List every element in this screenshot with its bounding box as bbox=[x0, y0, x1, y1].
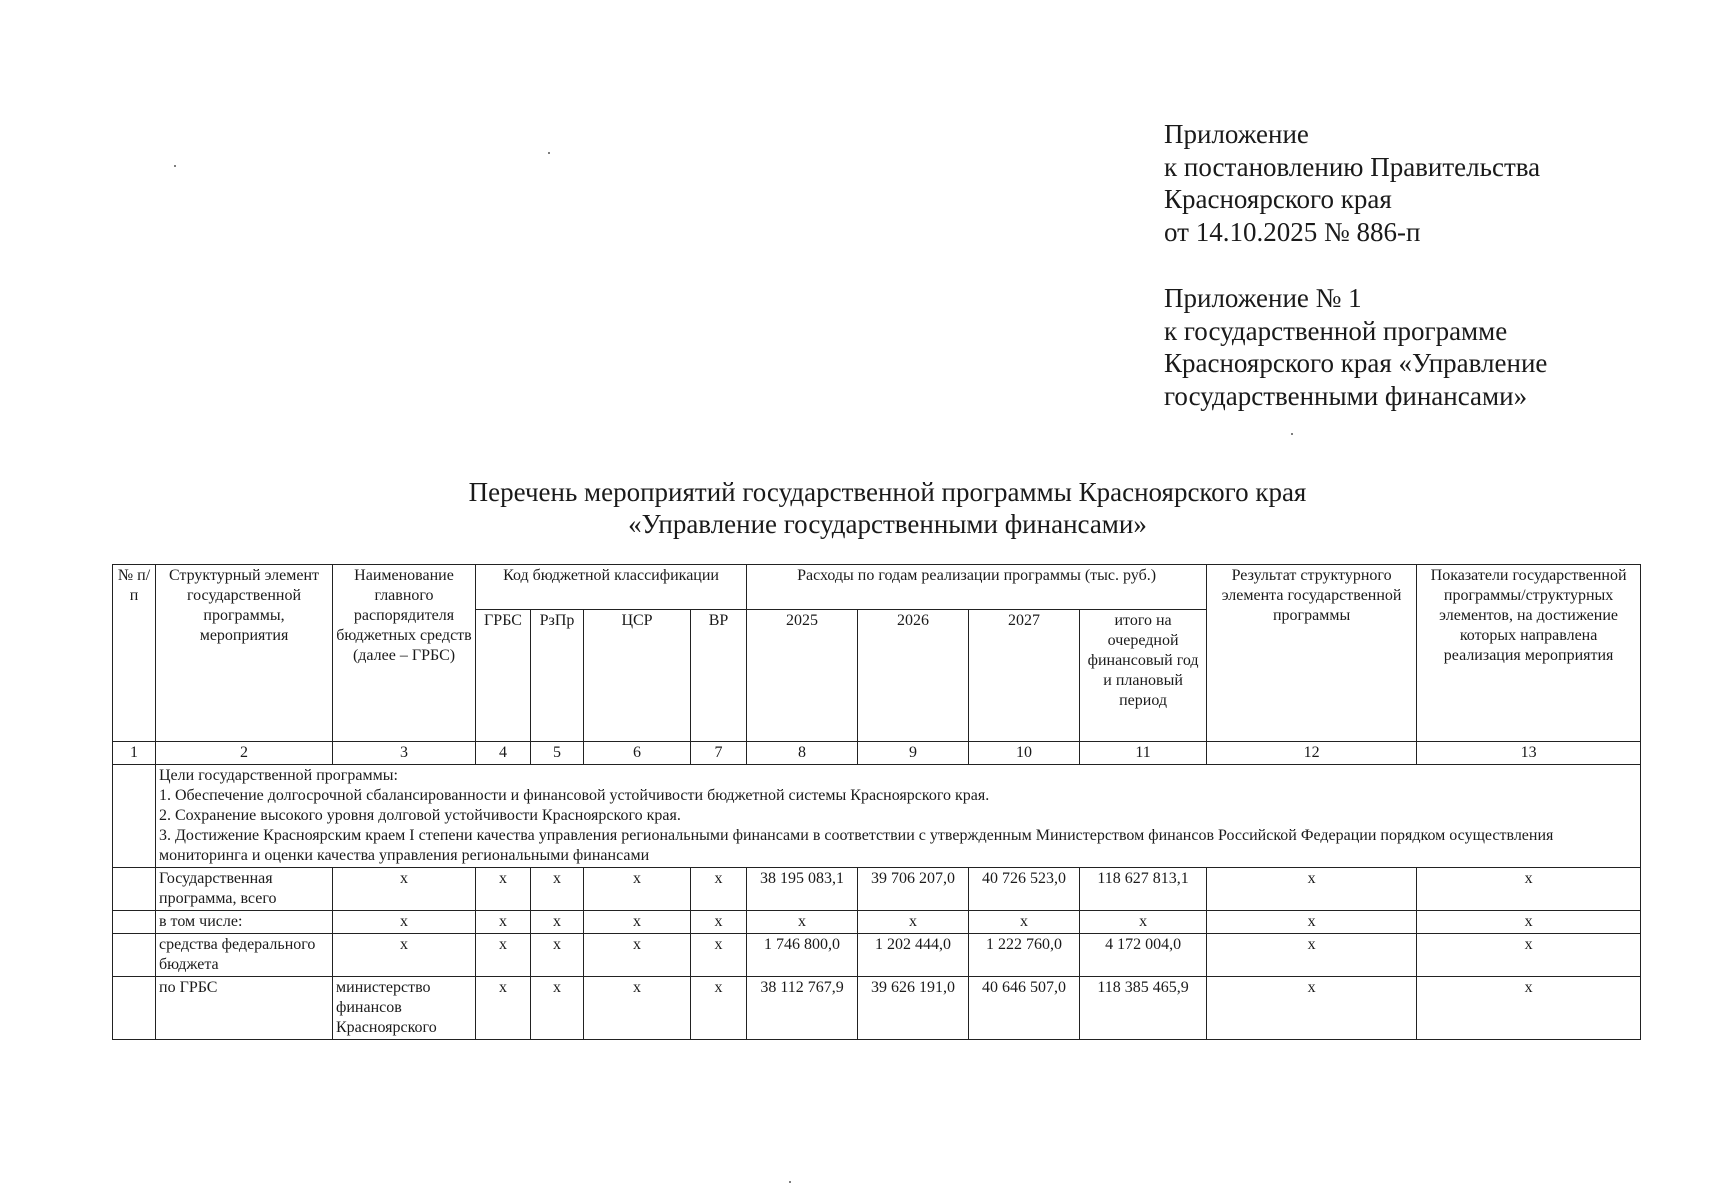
header-indicators: Показатели государственной программы/структурных элементов, на достижение которых направлена реализация мероприятия bbox=[1417, 565, 1641, 742]
cell-grbs: x bbox=[476, 934, 531, 977]
table-row bbox=[113, 977, 1641, 1040]
cell-result: x bbox=[1207, 934, 1417, 977]
appendix-line: государственными финансами» bbox=[1164, 380, 1528, 411]
cell-no bbox=[113, 911, 156, 934]
goal-item: 1. Обеспечение долгосрочной сбалансированности и финансовой устойчивости бюджетной системы Красноярского края. bbox=[159, 787, 990, 804]
cell-element: в том числе: bbox=[156, 911, 333, 934]
cell-indicators: x bbox=[1417, 868, 1641, 911]
cell-2026: 39 626 191,0 bbox=[858, 977, 969, 1040]
cell-2025: 1 746 800,0 bbox=[747, 934, 858, 977]
header-structural-element: Структурный элемент государственной программы, мероприятия bbox=[156, 565, 333, 742]
cell-vr: x bbox=[691, 868, 747, 911]
goals-row bbox=[113, 765, 1641, 868]
column-number: 4 bbox=[476, 742, 531, 765]
cell-no bbox=[113, 868, 156, 911]
appendix-program-header bbox=[1164, 282, 1547, 412]
cell-grbs: x bbox=[476, 911, 531, 934]
table-row bbox=[113, 911, 1641, 934]
cell-2025: 38 195 083,1 bbox=[747, 868, 858, 911]
title-line-1: Перечень мероприятий государственной программы Красноярского края bbox=[468, 477, 1307, 507]
cell-rzpr: x bbox=[531, 911, 584, 934]
cell-2026: x bbox=[858, 911, 969, 934]
column-number: 2 bbox=[156, 742, 333, 765]
header-grbs-name: Наименование главного распорядителя бюджетных средств (далее – ГРБС) bbox=[333, 565, 476, 742]
appendix-line: Красноярского края «Управление bbox=[1164, 348, 1548, 378]
cell-result: x bbox=[1207, 977, 1417, 1040]
appendix-line: к государственной программе bbox=[1164, 315, 1508, 346]
column-number: 8 bbox=[747, 742, 858, 765]
column-number: 5 bbox=[531, 742, 584, 765]
header-grbs: ГРБС bbox=[476, 610, 531, 742]
goal-item: 3. Достижение Красноярским краем I степени качества управления региональными финансами в соответствии с утвержденным Министерством финансов Российской Федерации порядком осуществления мониторинга и оценки качества управления региональными финансами bbox=[159, 827, 1554, 864]
appendix-line: Приложение bbox=[1164, 119, 1309, 149]
column-number: 12 bbox=[1207, 742, 1417, 765]
appendix-line: Красноярского края bbox=[1164, 184, 1392, 214]
cell-element: по ГРБС bbox=[156, 977, 333, 1040]
goals-cell bbox=[156, 765, 1641, 868]
cell-indicators: x bbox=[1417, 977, 1641, 1040]
header-no: № п/п bbox=[113, 565, 156, 742]
header-budget-classification: Код бюджетной классификации bbox=[476, 565, 747, 610]
cell-2025: 38 112 767,9 bbox=[747, 977, 858, 1040]
scan-speck bbox=[789, 1181, 791, 1183]
column-number: 3 bbox=[333, 742, 476, 765]
scan-speck bbox=[548, 152, 550, 154]
goal-item: 2. Сохранение высокого уровня долговой устойчивости Красноярского края. bbox=[159, 807, 681, 824]
cell-csr: x bbox=[584, 911, 691, 934]
cell-total: 4 172 004,0 bbox=[1080, 934, 1207, 977]
cell-2027: 40 726 523,0 bbox=[969, 868, 1080, 911]
document-title bbox=[0, 476, 1717, 540]
header-csr: ЦСР bbox=[584, 610, 691, 742]
cell-total: 118 385 465,9 bbox=[1080, 977, 1207, 1040]
cell-result: x bbox=[1207, 911, 1417, 934]
table-row bbox=[113, 868, 1641, 911]
column-number: 11 bbox=[1080, 742, 1207, 765]
cell-total: 118 627 813,1 bbox=[1080, 868, 1207, 911]
header-expenses: Расходы по годам реализации программы (тыс. руб.) bbox=[747, 565, 1207, 610]
header-rzpr: РзПр bbox=[531, 610, 584, 742]
cell-no bbox=[113, 977, 156, 1040]
header-year-2026: 2026 bbox=[858, 610, 969, 742]
column-number: 6 bbox=[584, 742, 691, 765]
goals-empty-cell bbox=[113, 765, 156, 868]
cell-2027: 40 646 507,0 bbox=[969, 977, 1080, 1040]
cell-no bbox=[113, 934, 156, 977]
cell-2026: 39 706 207,0 bbox=[858, 868, 969, 911]
program-activities-table bbox=[112, 564, 1641, 1040]
cell-indicators: x bbox=[1417, 911, 1641, 934]
column-number: 10 bbox=[969, 742, 1080, 765]
cell-csr: x bbox=[584, 934, 691, 977]
header-year-2027: 2027 bbox=[969, 610, 1080, 742]
cell-vr: x bbox=[691, 934, 747, 977]
cell-element: Государственная программа, всего bbox=[156, 868, 333, 911]
column-number: 13 bbox=[1417, 742, 1641, 765]
cell-grbs-name: x bbox=[333, 911, 476, 934]
cell-vr: x bbox=[691, 911, 747, 934]
title-line-2: «Управление государственными финансами» bbox=[628, 509, 1147, 539]
scan-speck bbox=[1291, 433, 1293, 435]
cell-2027: x bbox=[969, 911, 1080, 934]
cell-grbs-name: министерство финансов Красноярского bbox=[333, 977, 476, 1040]
cell-result: x bbox=[1207, 868, 1417, 911]
cell-rzpr: x bbox=[531, 934, 584, 977]
cell-total: x bbox=[1080, 911, 1207, 934]
header-total: итого на очередной финансовый год и плановый период bbox=[1080, 610, 1207, 742]
cell-element: средства федерального бюджета bbox=[156, 934, 333, 977]
header-vr: ВР bbox=[691, 610, 747, 742]
column-number: 1 bbox=[113, 742, 156, 765]
table-row bbox=[113, 934, 1641, 977]
cell-grbs: x bbox=[476, 868, 531, 911]
scan-speck bbox=[174, 165, 176, 167]
cell-2025: x bbox=[747, 911, 858, 934]
goals-heading: Цели государственной программы: bbox=[159, 767, 398, 784]
cell-2026: 1 202 444,0 bbox=[858, 934, 969, 977]
appendix-line: от 14.10.2025 № 886-п bbox=[1164, 216, 1421, 247]
header-result: Результат структурного элемента государственной программы bbox=[1207, 565, 1417, 742]
appendix-line: к постановлению Правительства bbox=[1164, 151, 1541, 182]
cell-grbs: x bbox=[476, 977, 531, 1040]
cell-grbs-name: x bbox=[333, 868, 476, 911]
cell-csr: x bbox=[584, 868, 691, 911]
appendix-line: Приложение № 1 bbox=[1164, 283, 1362, 313]
appendix-resolution-header bbox=[1164, 118, 1540, 248]
cell-indicators: x bbox=[1417, 934, 1641, 977]
cell-csr: x bbox=[584, 977, 691, 1040]
cell-vr: x bbox=[691, 977, 747, 1040]
column-numbers-row bbox=[113, 742, 1641, 765]
column-number: 7 bbox=[691, 742, 747, 765]
cell-rzpr: x bbox=[531, 977, 584, 1040]
column-number: 9 bbox=[858, 742, 969, 765]
cell-grbs-name: x bbox=[333, 934, 476, 977]
cell-2027: 1 222 760,0 bbox=[969, 934, 1080, 977]
cell-rzpr: x bbox=[531, 868, 584, 911]
header-year-2025: 2025 bbox=[747, 610, 858, 742]
